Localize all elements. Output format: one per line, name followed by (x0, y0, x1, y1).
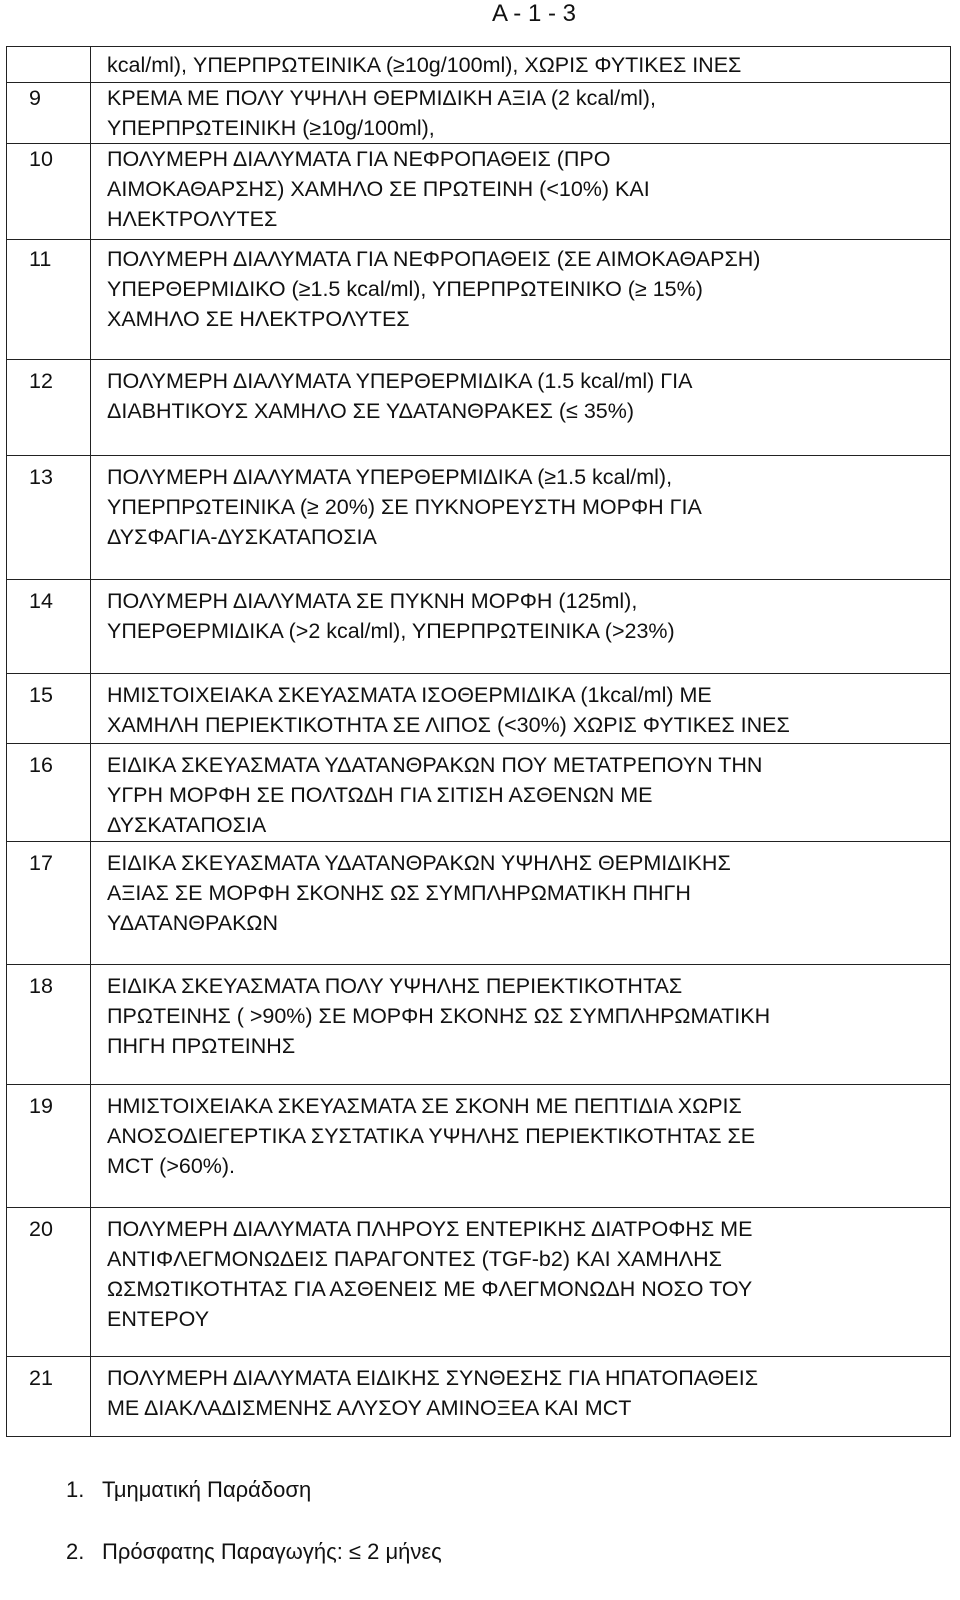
row-number: 10 (7, 144, 91, 240)
table-row (7, 842, 951, 965)
row-number: 21 (7, 1357, 91, 1437)
row-number (7, 47, 91, 83)
table-row (7, 1208, 951, 1357)
row-description: ΠΟΛΥΜΕΡΗ ΔΙΑΛΥΜΑΤΑ ΥΠΕΡΘΕΡΜΙΔΙΚΑ (1.5 kcal/ml) ΓΙΑ ΔΙΑΒΗΤΙΚΟΥΣ ΧΑΜΗΛΟ ΣΕ ΥΔΑΤΑΝΘΡΑΚΕΣ (≤ 35%) (91, 360, 951, 456)
note-number: 1. (66, 1477, 85, 1502)
table-row (7, 144, 951, 240)
row-description: ΕΙΔΙΚΑ ΣΚΕΥΑΣΜΑΤΑ ΥΔΑΤΑΝΘΡΑΚΩΝ ΥΨΗΛΗΣ ΘΕΡΜΙΔΙΚΗΣ ΑΞΙΑΣ ΣΕ ΜΟΡΦΗ ΣΚΟΝΗΣ ΩΣ ΣΥΜΠΛΗΡΩΜΑΤΙΚΗ ΠΗΓΗ ΥΔΑΤΑΝΘΡΑΚΩΝ (91, 842, 951, 965)
row-number: 20 (7, 1208, 91, 1357)
row-description: ΗΜΙΣΤΟΙΧΕΙΑΚΑ ΣΚΕΥΑΣΜΑΤΑ ΣΕ ΣΚΟΝΗ ΜΕ ΠΕΠΤΙΔΙΑ ΧΩΡΙΣ ΑΝΟΣΟΔΙΕΓΕΡΤΙΚΑ ΣΥΣΤΑΤΙΚΑ ΥΨΗΛΗΣ ΠΕΡΙΕΚΤΙΚΟΤΗΤΑΣ ΣΕ MCT (>60%). (91, 1085, 951, 1208)
row-number: 9 (7, 83, 91, 144)
row-description: ΠΟΛΥΜΕΡΗ ΔΙΑΛΥΜΑΤΑ ΓΙΑ ΝΕΦΡΟΠΑΘΕΙΣ (ΠΡΟ ΑΙΜΟΚΑΘΑΡΣΗΣ) ΧΑΜΗΛΟ ΣΕ ΠΡΩΤΕΙΝΗ (<10%) ΚΑΙ ΗΛΕΚΤΡΟΛΥΤΕΣ (91, 144, 951, 240)
row-number: 17 (7, 842, 91, 965)
row-description: ΕΙΔΙΚΑ ΣΚΕΥΑΣΜΑΤΑ ΠΟΛΥ ΥΨΗΛΗΣ ΠΕΡΙΕΚΤΙΚΟΤΗΤΑΣ ΠΡΩΤΕΙΝΗΣ ( >90%) ΣΕ ΜΟΡΦΗ ΣΚΟΝΗΣ ΩΣ ΣΥΜΠΛΗΡΩΜΑΤΙΚΗ ΠΗΓΗ ΠΡΩΤΕΙΝΗΣ (91, 965, 951, 1085)
row-description: ΗΜΙΣΤΟΙΧΕΙΑΚΑ ΣΚΕΥΑΣΜΑΤΑ ΙΣΟΘΕΡΜΙΔΙΚΑ (1kcal/ml) ΜΕ ΧΑΜΗΛΗ ΠΕΡΙΕΚΤΙΚΟΤΗΤΑ ΣΕ ΛΙΠΟΣ (<30%) ΧΩΡΙΣ ΦΥΤΙΚΕΣ ΙΝΕΣ (91, 674, 951, 744)
row-number: 13 (7, 456, 91, 580)
table-row (7, 456, 951, 580)
page-number: A - 1 - 3 (491, 0, 576, 27)
note-item (66, 1476, 442, 1504)
table-row (7, 240, 951, 360)
note-number: 2. (66, 1539, 85, 1564)
table-row (7, 360, 951, 456)
row-number: 16 (7, 744, 91, 842)
row-number: 19 (7, 1085, 91, 1208)
row-number: 15 (7, 674, 91, 744)
row-description: ΠΟΛΥΜΕΡΗ ΔΙΑΛΥΜΑΤΑ ΓΙΑ ΝΕΦΡΟΠΑΘΕΙΣ (ΣΕ ΑΙΜΟΚΑΘΑΡΣΗ) ΥΠΕΡΘΕΡΜΙΔΙΚΟ (≥1.5 kcal/ml), ΥΠΕΡΠΡΩΤΕΙΝΙΚΟ (≥ 15%) ΧΑΜΗΛΟ ΣΕ ΗΛΕΚΤΡΟΛΥΤΕΣ (91, 240, 951, 360)
row-description: ΠΟΛΥΜΕΡΗ ΔΙΑΛΥΜΑΤΑ ΕΙΔΙΚΗΣ ΣΥΝΘΕΣΗΣ ΓΙΑ ΗΠΑΤΟΠΑΘΕΙΣ ΜΕ ΔΙΑΚΛΑΔΙΣΜΕΝΗΣ ΑΛΥΣΟΥ ΑΜΙΝΟΞΕΑ ΚΑΙ MCT (91, 1357, 951, 1437)
table-row (7, 1357, 951, 1437)
row-number: 12 (7, 360, 91, 456)
row-description: ΠΟΛΥΜΕΡΗ ΔΙΑΛΥΜΑΤΑ ΣΕ ΠΥΚΝΗ ΜΟΡΦΗ (125ml), ΥΠΕΡΘΕΡΜΙΔΙΚΑ (>2 kcal/ml), ΥΠΕΡΠΡΩΤΕΙΝΙΚΑ (>23%) (91, 580, 951, 674)
note-item (66, 1538, 442, 1566)
table-row (7, 83, 951, 144)
table-row (7, 744, 951, 842)
row-description: ΕΙΔΙΚΑ ΣΚΕΥΑΣΜΑΤΑ ΥΔΑΤΑΝΘΡΑΚΩΝ ΠΟΥ ΜΕΤΑΤΡΕΠΟΥΝ ΤΗΝ ΥΓΡΗ ΜΟΡΦΗ ΣΕ ΠΟΛΤΩΔΗ ΓΙΑ ΣΙΤΙΣΗ ΑΣΘΕΝΩΝ ΜΕ ΔΥΣΚΑΤΑΠΟΣΙΑ (91, 744, 951, 842)
row-description: ΠΟΛΥΜΕΡΗ ΔΙΑΛΥΜΑΤΑ ΥΠΕΡΘΕΡΜΙΔΙΚΑ (≥1.5 kcal/ml), ΥΠΕΡΠΡΩΤΕΙΝΙΚΑ (≥ 20%) ΣΕ ΠΥΚΝΟΡΕΥΣΤΗ ΜΟΡΦΗ ΓΙΑ ΔΥΣΦΑΓΙΑ-ΔΥΣΚΑΤΑΠΟΣΙΑ (91, 456, 951, 580)
table-row (7, 674, 951, 744)
note-text: Τμηματική Παράδοση (102, 1477, 312, 1502)
table-row (7, 965, 951, 1085)
row-number: 11 (7, 240, 91, 360)
note-text: Πρόσφατης Παραγωγής: ≤ 2 μήνες (102, 1539, 442, 1564)
row-number: 18 (7, 965, 91, 1085)
row-number: 14 (7, 580, 91, 674)
notes-list (66, 1476, 442, 1600)
product-table (6, 46, 951, 1437)
row-description: kcal/ml), ΥΠΕΡΠΡΩΤΕΙΝΙΚΑ (≥10g/100ml), ΧΩΡΙΣ ΦΥΤΙΚΕΣ ΙΝΕΣ (91, 47, 951, 83)
table-row (7, 47, 951, 83)
table-row (7, 1085, 951, 1208)
table-row (7, 580, 951, 674)
row-description: ΠΟΛΥΜΕΡΗ ΔΙΑΛΥΜΑΤΑ ΠΛΗΡΟΥΣ ΕΝΤΕΡΙΚΗΣ ΔΙΑΤΡΟΦΗΣ ΜΕ ΑΝΤΙΦΛΕΓΜΟΝΩΔΕΙΣ ΠΑΡΑΓΟΝΤΕΣ (TGF-b2) ΚΑΙ ΧΑΜΗΛΗΣ ΩΣΜΩΤΙΚΟΤΗΤΑΣ ΓΙΑ ΑΣΘΕΝΕΙΣ ΜΕ ΦΛΕΓΜΟΝΩΔΗ ΝΟΣΟ ΤΟΥ ΕΝΤΕΡΟΥ (91, 1208, 951, 1357)
row-description: ΚΡΕΜΑ ΜΕ ΠΟΛΥ ΥΨΗΛΗ ΘΕΡΜΙΔΙΚΗ ΑΞΙΑ (2 kcal/ml), ΥΠΕΡΠΡΩΤΕΙΝΙΚΗ (≥10g/100ml), (91, 83, 951, 144)
